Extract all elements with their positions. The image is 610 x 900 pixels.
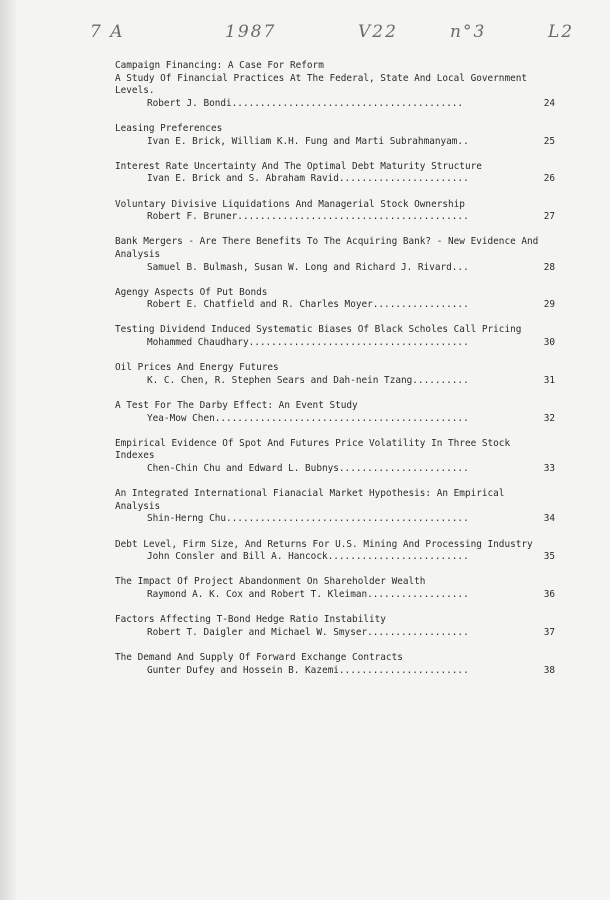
- toc-entry: [115, 161, 555, 186]
- toc-entry: [115, 324, 555, 349]
- toc-entry-authors: Chen-Chin Chu and Edward L. Bubnys.......................: [147, 463, 469, 474]
- handwritten-volume-code: 7 A: [90, 22, 125, 42]
- toc-entry-title: Oil Prices And Energy Futures: [115, 362, 279, 374]
- toc-entry-authors: Robert J. Bondi.........................................: [147, 97, 464, 109]
- table-of-contents: [115, 60, 555, 690]
- toc-entry-authors: K. C. Chen, R. Stephen Sears and Dah-nein Tzang..........: [147, 374, 469, 386]
- toc-entry-title: Agengy Aspects Of Put Bonds: [115, 286, 268, 298]
- toc-entry-title: A Test For The Darby Effect: An Event Study: [115, 400, 358, 412]
- toc-entry-page-number: 34: [543, 513, 555, 525]
- toc-entry-page-number: 26: [543, 173, 555, 185]
- toc-entry-page-number: 38: [543, 664, 555, 676]
- toc-entry-authors: Ivan E. Brick and S. Abraham Ravid.......................: [147, 173, 469, 185]
- toc-entry-page-number: 37: [543, 626, 555, 638]
- toc-entry-authors-line: [115, 337, 555, 350]
- toc-entry: [115, 652, 555, 677]
- toc-entry-page-number: 28: [543, 261, 555, 273]
- handwritten-year: 1987: [225, 22, 277, 42]
- toc-entry-page-number: 36: [543, 588, 555, 600]
- toc-entry: [115, 199, 555, 224]
- toc-entry-title: Factors Affecting T-Bond Hedge Ratio Instability: [115, 614, 386, 626]
- toc-entry: [115, 488, 555, 526]
- toc-entry: [115, 576, 555, 601]
- toc-entry: [115, 438, 555, 476]
- toc-entry-authors-line: [115, 627, 555, 640]
- toc-entry-authors-line: [115, 375, 555, 388]
- toc-entry-authors: Raymond A. K. Cox and Robert T. Kleiman..................: [147, 588, 469, 600]
- toc-entry-title: Bank Mergers - Are There Benefits To The Acquiring Bank? - New Evidence And Analysis: [115, 236, 544, 260]
- toc-entry: [115, 539, 555, 564]
- toc-entry-page-number: 29: [543, 299, 555, 311]
- toc-entry-page-number: 30: [543, 337, 555, 349]
- toc-entry-authors: Gunter Dufey and Hossein B. Kazemi.......................: [147, 664, 469, 676]
- toc-entry-authors-line: [115, 665, 555, 678]
- toc-entry-authors-line: [115, 551, 555, 564]
- toc-entry: [115, 123, 555, 148]
- toc-entry-authors-line: [115, 173, 555, 186]
- toc-entry-authors-line: [115, 211, 555, 224]
- toc-entry-authors: Shin-Herng Chu...........................................: [147, 513, 469, 525]
- toc-entry-authors: Robert F. Bruner.........................................: [147, 211, 469, 223]
- toc-entry-title: Testing Dividend Induced Systematic Biases Of Black Scholes Call Pricing: [115, 324, 522, 336]
- toc-entry-title: Leasing Preferences: [115, 122, 223, 134]
- toc-entry: [115, 236, 555, 274]
- toc-entry-authors: Robert E. Chatfield and R. Charles Moyer.................: [147, 299, 469, 311]
- toc-entry-page-number: 31: [543, 374, 555, 386]
- page-edge-shadow: [0, 0, 18, 900]
- toc-entry-authors: Samuel B. Bulmash, Susan W. Long and Richard J. Rivard...: [147, 261, 469, 273]
- toc-entry-title: Voluntary Divisive Liquidations And Managerial Stock Ownership: [115, 198, 465, 210]
- toc-entry-title: The Impact Of Project Abandonment On Shareholder Wealth: [115, 576, 426, 588]
- toc-entry-title: An Integrated International Fianacial Market Hypothesis: An Empirical Analysis: [115, 488, 511, 512]
- toc-entry-page-number: 25: [543, 135, 555, 147]
- toc-entry-page-number: 32: [543, 412, 555, 424]
- toc-entry-authors: Robert T. Daigler and Michael W. Smyser..................: [147, 626, 469, 638]
- toc-entry-title: Debt Level, Firm Size, And Returns For U.S. Mining And Processing Industry: [115, 538, 533, 550]
- toc-entry-authors-line: [115, 463, 555, 476]
- handwritten-issue: n°3: [450, 22, 487, 42]
- toc-entry: [115, 400, 555, 425]
- toc-entry-authors: Mohammed Chaudhary.......................................: [147, 337, 469, 349]
- toc-entry-page-number: 33: [543, 463, 555, 474]
- toc-entry: [115, 362, 555, 387]
- toc-entry-authors-line: [115, 513, 555, 526]
- toc-entry-page-number: 35: [543, 551, 555, 563]
- toc-entry: [115, 287, 555, 312]
- toc-entry-authors-line: [115, 413, 555, 426]
- toc-entry-page-number: 27: [543, 211, 555, 223]
- handwritten-volume: V22: [358, 22, 398, 42]
- toc-entry-authors: John Consler and Bill A. Hancock.........................: [147, 551, 469, 563]
- handwritten-annotations: [0, 14, 610, 54]
- toc-entry-authors-line: [115, 299, 555, 312]
- toc-entry-authors-line: [115, 262, 555, 275]
- toc-entry: [115, 60, 555, 110]
- toc-entry-authors-line: [115, 98, 555, 111]
- toc-entry-authors: Ivan E. Brick, William K.H. Fung and Marti Subrahmanyam..: [147, 135, 469, 147]
- toc-entry-page-number: 24: [543, 97, 555, 109]
- toc-entry-title: Empirical Evidence Of Spot And Futures Price Volatility In Three Stock Indexes: [115, 437, 516, 462]
- toc-entry-authors: Yea-Mow Chen.............................................: [147, 412, 469, 424]
- toc-entry-authors-line: [115, 589, 555, 602]
- handwritten-shelf-mark: L2: [548, 22, 575, 42]
- toc-entry: [115, 614, 555, 639]
- toc-entry-title: The Demand And Supply Of Forward Exchange Contracts: [115, 651, 403, 663]
- toc-entry-title: Campaign Financing: A Case For Reform A Study Of Financial Practices At The Federal, State And Local Government Levels.: [115, 60, 528, 97]
- toc-entry-title: Interest Rate Uncertainty And The Optimal Debt Maturity Structure: [115, 160, 482, 172]
- toc-entry-authors-line: [115, 136, 555, 149]
